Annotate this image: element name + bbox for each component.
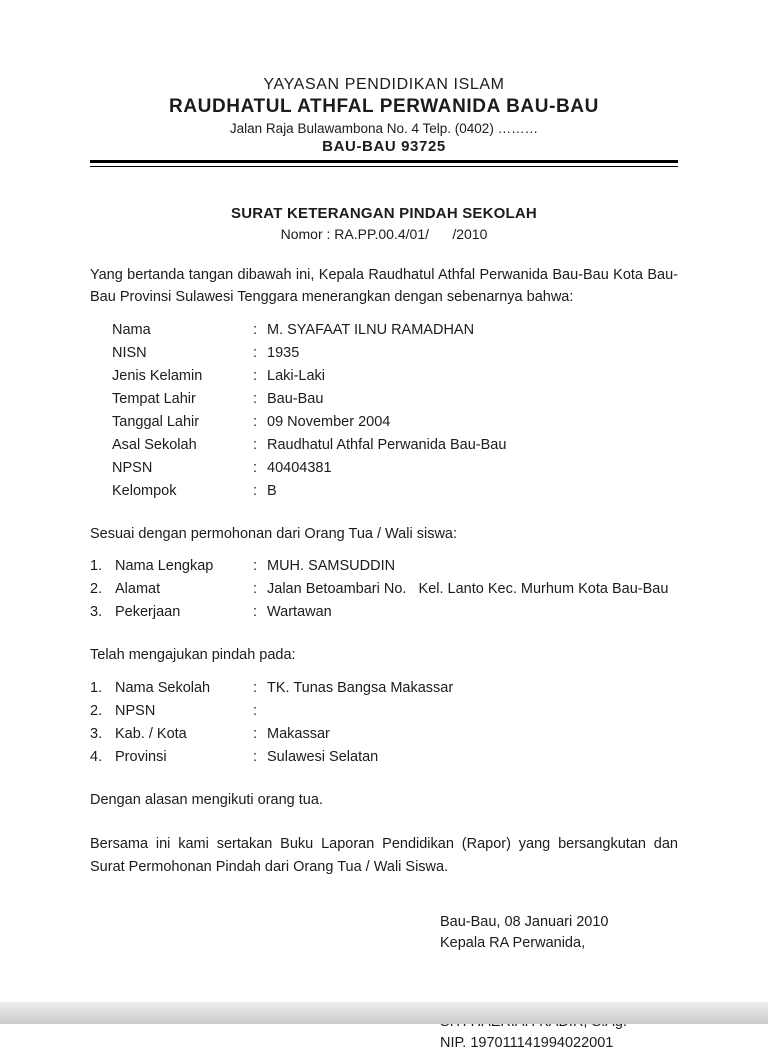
foundation-name: YAYASAN PENDIDIKAN ISLAM: [263, 76, 505, 93]
letterhead: [90, 76, 678, 167]
school-name: RAUDHATUL ATHFAL PERWANIDA BAU-BAU: [169, 96, 599, 117]
field-colon: :: [253, 367, 258, 384]
field-colon: :: [253, 604, 258, 621]
guardian-fields: [90, 555, 678, 624]
field-colon: :: [253, 679, 258, 696]
field-value: Sulawesi Selatan: [267, 748, 379, 765]
field-value: Bau-Bau: [267, 390, 324, 407]
signature-place-date: Bau-Bau, 08 Januari 2010: [440, 914, 609, 931]
field-row: [90, 457, 678, 480]
field-value: Jalan Betoambari No. Kel. Lanto Kec. Murhum Kota Bau-Bau: [267, 581, 669, 598]
page-bottom-edge: [0, 1002, 768, 1024]
field-label: NISN: [112, 344, 147, 361]
indent: [90, 457, 112, 480]
field-colon: :: [253, 390, 258, 407]
closing-paragraph: Bersama ini kami sertakan Buku Laporan Pendidikan (Rapor) yang bersangkutan dan Surat Permohonan Pindah dari Orang Tua / Wali Siswa.: [90, 836, 678, 875]
signature-nip: NIP. 197011141994022001: [440, 1035, 614, 1052]
indent: [90, 434, 112, 457]
row-number: 1.: [90, 558, 103, 575]
field-colon: :: [253, 702, 258, 719]
field-label: Tanggal Lahir: [112, 413, 200, 430]
field-colon: :: [253, 436, 258, 453]
field-label: Asal Sekolah: [112, 436, 197, 453]
document-number: Nomor : RA.PP.00.4/01/ /2010: [280, 226, 488, 242]
field-row: [90, 700, 678, 723]
field-value: Laki-Laki: [267, 367, 326, 384]
field-row: [90, 555, 678, 578]
field-label: NPSN: [112, 459, 153, 476]
field-label: NPSN: [115, 702, 156, 719]
signature-role: Kepala RA Perwanida,: [440, 935, 586, 952]
field-value: Wartawan: [267, 604, 332, 621]
field-colon: :: [253, 581, 258, 598]
field-value: M. SYAFAAT ILNU RAMADHAN: [267, 321, 475, 338]
field-value: TK. Tunas Bangsa Makassar: [267, 679, 454, 696]
row-number: 4.: [90, 748, 103, 765]
field-row: [90, 601, 678, 624]
indent: [90, 480, 112, 503]
indent: [90, 365, 112, 388]
school-address: Jalan Raja Bulawambona No. 4 Telp. (0402) ………: [229, 121, 539, 136]
student-fields: [90, 319, 678, 503]
field-label: Jenis Kelamin: [112, 367, 203, 384]
field-label: Nama Sekolah: [115, 679, 211, 696]
field-label: Nama: [112, 321, 151, 338]
destination-heading: Telah mengajukan pindah pada:: [90, 647, 296, 664]
field-value: Raudhatul Athfal Perwanida Bau-Bau: [267, 436, 507, 453]
field-value: 09 November 2004: [267, 413, 391, 430]
field-value: 1935: [267, 344, 300, 361]
field-row: [90, 434, 678, 457]
field-label: Kab. / Kota: [115, 725, 187, 742]
field-row: [90, 365, 678, 388]
field-value: Makassar: [267, 725, 330, 742]
indent: [90, 342, 112, 365]
field-row: [90, 388, 678, 411]
field-row: [90, 578, 678, 601]
indent: [90, 411, 112, 434]
field-label: Alamat: [115, 581, 161, 598]
field-label: Nama Lengkap: [115, 558, 214, 575]
field-colon: :: [253, 748, 258, 765]
intro-paragraph: Yang bertanda tangan dibawah ini, Kepala Raudhatul Athfal Perwanida Bau-Bau Kota Bau-Bau Provinsi Sulawesi Tenggara menerangkan dengan sebenarnya bahwa:: [90, 267, 678, 306]
indent: [90, 388, 112, 411]
field-colon: :: [253, 413, 258, 430]
field-value: [267, 700, 678, 723]
field-row: [90, 342, 678, 365]
school-city-postal: BAU-BAU 93725: [322, 138, 446, 155]
signature-block: [440, 912, 678, 1054]
destination-fields: [90, 677, 678, 769]
field-colon: :: [253, 459, 258, 476]
row-number: 3.: [90, 725, 103, 742]
indent: [90, 319, 112, 342]
guardian-heading: Sesuai dengan permohonan dari Orang Tua / Wali siswa:: [90, 525, 458, 542]
field-label: Pekerjaan: [115, 604, 181, 621]
field-row: [90, 480, 678, 503]
field-colon: :: [253, 558, 258, 575]
field-row: [90, 723, 678, 746]
field-row: [90, 411, 678, 434]
row-number: 3.: [90, 604, 103, 621]
field-colon: :: [253, 482, 258, 499]
field-label: Kelompok: [112, 482, 177, 499]
field-value: MUH. SAMSUDDIN: [267, 558, 396, 575]
field-colon: :: [253, 725, 258, 742]
field-row: [90, 319, 678, 342]
document-title: SURAT KETERANGAN PINDAH SEKOLAH: [231, 205, 537, 222]
field-colon: :: [253, 344, 258, 361]
row-number: 2.: [90, 702, 103, 719]
field-value: B: [267, 482, 277, 499]
field-row: [90, 677, 678, 700]
field-row: [90, 746, 678, 769]
field-label: Tempat Lahir: [112, 390, 196, 407]
row-number: 2.: [90, 581, 103, 598]
reason-line: Dengan alasan mengikuti orang tua.: [90, 791, 323, 808]
row-number: 1.: [90, 679, 103, 696]
field-value: 40404381: [267, 459, 332, 476]
letterhead-divider: [90, 160, 678, 167]
field-colon: :: [253, 321, 258, 338]
title-block: [90, 205, 678, 242]
field-label: Provinsi: [115, 748, 167, 765]
